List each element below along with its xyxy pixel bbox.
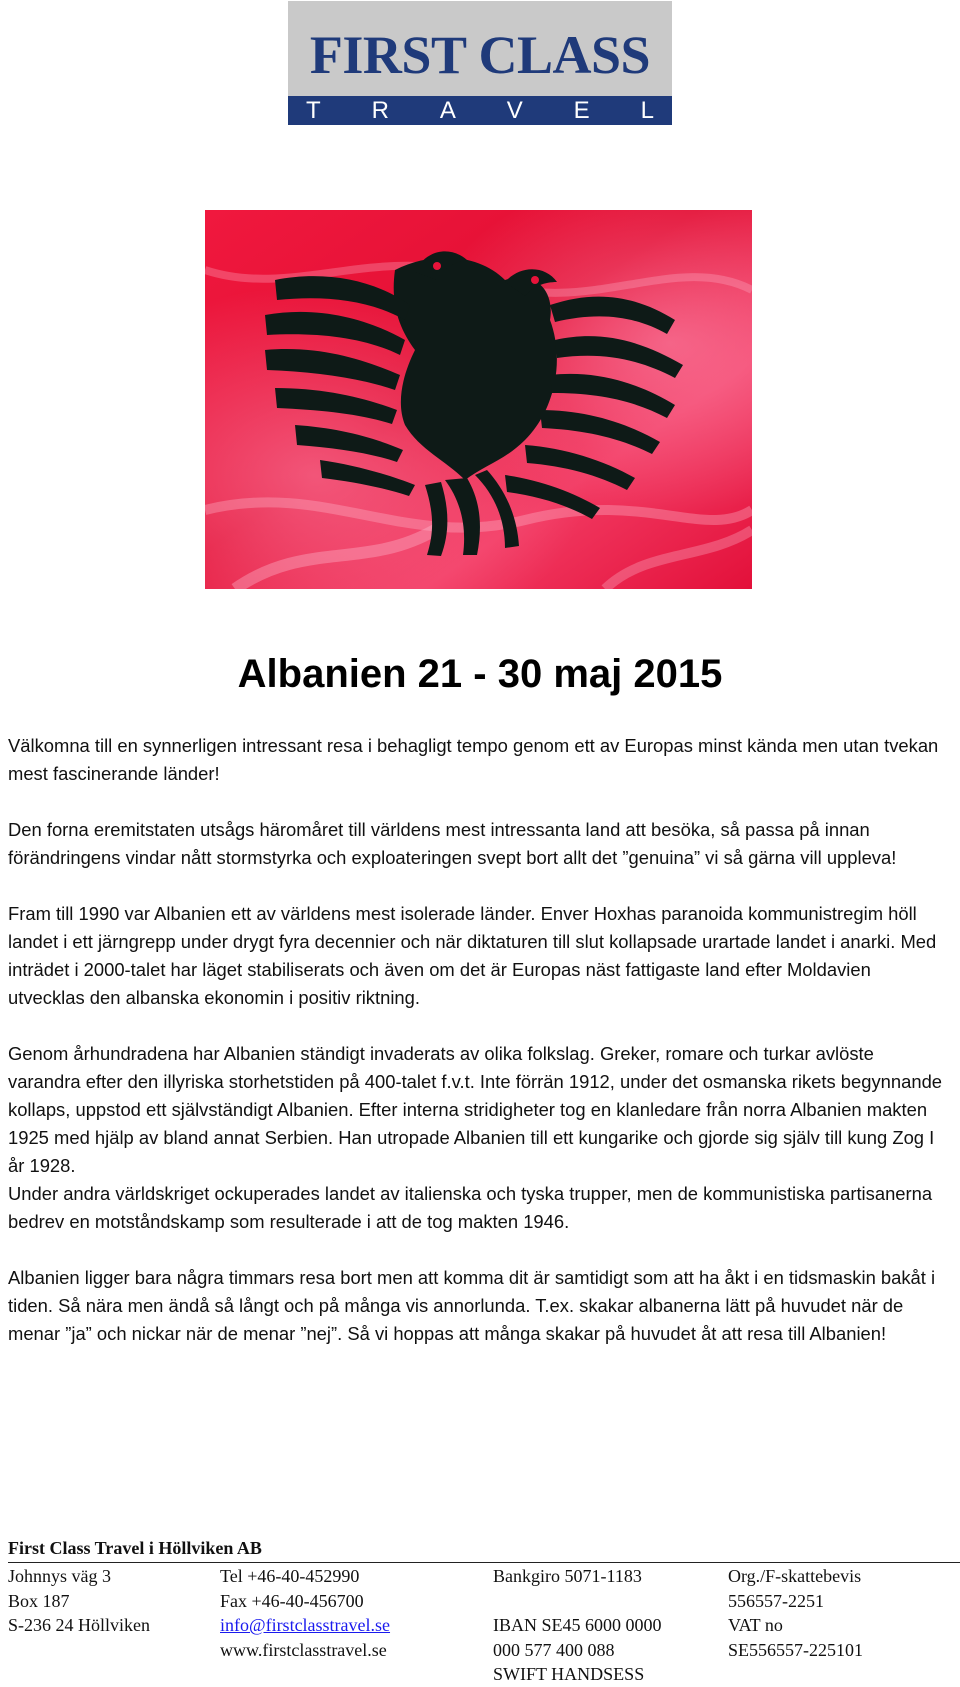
document-body (8, 732, 948, 1376)
fax-number: Fax +46-40-456700 (220, 1590, 364, 1611)
footer-divider (8, 1562, 960, 1563)
org-number: 556557-2251 (728, 1590, 824, 1611)
page-title: Albanien 21 - 30 maj 2015 (237, 652, 723, 696)
logo-letter: E (573, 96, 590, 124)
vat-label: VAT no (728, 1615, 783, 1635)
email-link[interactable]: info@firstclasstravel.se (220, 1615, 391, 1635)
footer (8, 1536, 960, 1684)
logo-letter: A (439, 96, 456, 124)
swift-code: SWIFT HANDSESS (493, 1664, 645, 1684)
footer-company-name: First Class Travel i Höllviken AB (8, 1538, 262, 1558)
address-line: Box 187 (8, 1590, 70, 1611)
logo-title: FIRST CLASS (309, 25, 651, 85)
logo-letter: L (640, 96, 654, 124)
footer-contact-column (220, 1564, 390, 1662)
website-text: www.firstclasstravel.se (220, 1639, 387, 1660)
paragraph: Genom århundradena har Albanien ständigt invaderats av olika folkslag. Greker, romare och turkar avlöste varandra efter den illyriska storhetstiden på 400-talet f.v.t. Inte förrän 1912, under det osmanska rikets begynnande kollaps, uppstod ett självständigt Albanien. Efter interna stridigheter tog en klanledare från norra Albanien makten 1925 med hjälp av bland annat Serbien. Han utropade Albanien till ett kungarike och gjorde sig själv till kung Zog I år 1928. (8, 1043, 943, 1176)
org-label: Org./F-skattebevis (728, 1566, 862, 1586)
logo-subtitle (288, 96, 672, 125)
footer-org-column (728, 1564, 863, 1662)
footer-bank-column (493, 1564, 662, 1687)
vat-number: SE556557-225101 (728, 1639, 863, 1660)
address-line: Johnnys väg 3 (8, 1566, 111, 1586)
paragraph: Albanien ligger bara några timmars resa bort men att komma dit är samtidigt som att ha åkt i en tidsmaskin bakåt i tiden. Så nära men ändå så långt och på många vis annorlunda. T.ex. skakar albanerna lätt på huvudet när de menar ”ja” och nickar när de menar ”nej”. Så vi hoppas att många skakar på huvudet åt att resa till Albanien! (8, 1267, 936, 1344)
paragraph: Den forna eremitstaten utsågs häromåret till världens mest intressanta land att besöka, så passa på innan förändringens vindar nått stormstyrka och exploateringen svept bort allt det ”genuina” vi så gärna vill uppleva! (8, 819, 897, 868)
paragraph: Välkomna till en synnerligen intressant resa i behagligt tempo genom ett av Europas minst kända men utan tvekan mest fascinerande länder! (8, 735, 939, 784)
logo-letter: T (306, 96, 321, 124)
iban-line-2: 000 577 400 088 (493, 1639, 615, 1660)
company-logo (288, 1, 672, 125)
paragraph: Fram till 1990 var Albanien ett av världens mest isolerade länder. Enver Hoxhas paranoida kommunistregim höll landet i ett järngrepp under drygt fyra decennier och när diktaturen till slut kollapsade urartade landet i anarki. Med inträdet i 2000-talet har läget stabiliserats och även om det är Europas näst fattigaste land efter Moldavien utvecklas den albanska ekonomin i positiv riktning. (8, 903, 937, 1008)
phone-number: Tel +46-40-452990 (220, 1566, 360, 1586)
paragraph: Under andra världskriget ockuperades landet av italienska och tyska trupper, men de kommunistiska partisanerna bedrev en motståndskamp som resulterade i att de tog makten 1946. (8, 1183, 933, 1232)
logo-letter: V (506, 96, 523, 124)
address-line: S-236 24 Höllviken (8, 1615, 150, 1635)
iban-line-1: IBAN SE45 6000 0000 (493, 1615, 662, 1635)
logo-letter: R (371, 96, 389, 124)
albanian-flag-image (205, 210, 752, 589)
spacer (493, 1589, 662, 1614)
bankgiro: Bankgiro 5071-1183 (493, 1566, 642, 1586)
footer-address-column (8, 1564, 150, 1638)
